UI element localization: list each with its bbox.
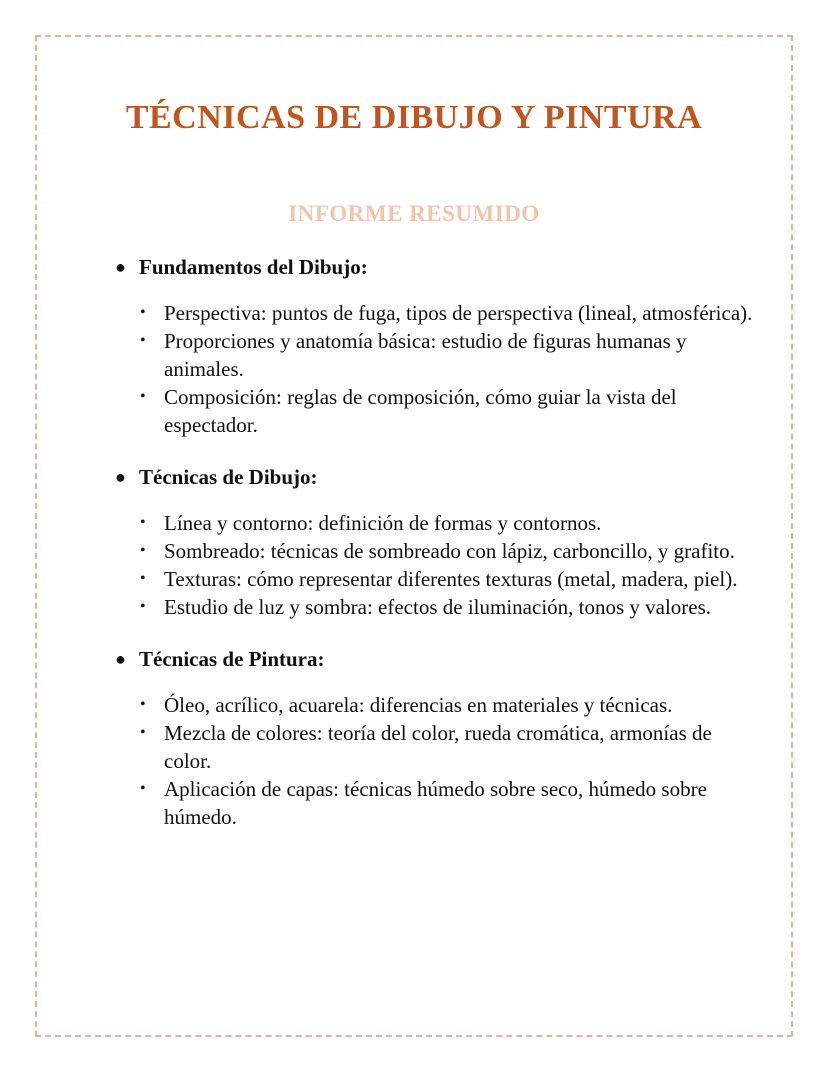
small-bullet-icon: • bbox=[140, 388, 146, 405]
list-item bbox=[140, 775, 755, 831]
section-heading-row bbox=[115, 644, 755, 674]
item-list bbox=[115, 509, 755, 621]
list-item-text: Texturas: cómo representar diferentes texturas (metal, madera, piel). bbox=[164, 567, 738, 591]
small-bullet-icon: • bbox=[140, 598, 146, 615]
list-item bbox=[140, 691, 755, 719]
list-item-text: Composición: reglas de composición, cómo guiar la vista del espectador. bbox=[164, 385, 677, 437]
section-tecnicas-dibujo bbox=[115, 462, 755, 621]
small-bullet-icon: • bbox=[140, 304, 146, 321]
small-bullet-icon: • bbox=[140, 570, 146, 587]
section-heading: Fundamentos del Dibujo: bbox=[139, 255, 368, 279]
list-item-text: Aplicación de capas: técnicas húmedo sobre seco, húmedo sobre húmedo. bbox=[164, 777, 707, 829]
list-item-text: Estudio de luz y sombra: efectos de iluminación, tonos y valores. bbox=[164, 595, 712, 619]
item-list bbox=[115, 691, 755, 831]
list-item bbox=[140, 719, 755, 775]
bullet-icon: ● bbox=[115, 467, 126, 487]
bullet-icon: ● bbox=[115, 257, 126, 277]
report-content bbox=[115, 252, 755, 831]
list-item bbox=[140, 383, 755, 439]
small-bullet-icon: • bbox=[140, 696, 146, 713]
list-item-text: Línea y contorno: definición de formas y contornos. bbox=[164, 511, 602, 535]
list-item bbox=[140, 299, 755, 327]
page-subtitle: INFORME RESUMIDO bbox=[288, 201, 540, 226]
list-item-text: Sombreado: técnicas de sombreado con lápiz, carboncillo, y grafito. bbox=[164, 539, 735, 563]
section-heading-row bbox=[115, 252, 755, 282]
section-heading-row bbox=[115, 462, 755, 492]
small-bullet-icon: • bbox=[140, 514, 146, 531]
list-item bbox=[140, 327, 755, 383]
list-item-text: Perspectiva: puntos de fuga, tipos de perspectiva (lineal, atmosférica). bbox=[164, 301, 753, 325]
small-bullet-icon: • bbox=[140, 332, 146, 349]
list-item bbox=[140, 509, 755, 537]
section-heading: Técnicas de Pintura: bbox=[139, 647, 325, 671]
section-fundamentos bbox=[115, 252, 755, 439]
page-title: TÉCNICAS DE DIBUJO Y PINTURA bbox=[125, 99, 703, 136]
section-tecnicas-pintura bbox=[115, 644, 755, 831]
list-item-text: Mezcla de colores: teoría del color, rueda cromática, armonías de color. bbox=[164, 721, 712, 773]
small-bullet-icon: • bbox=[140, 724, 146, 741]
list-item-text: Proporciones y anatomía básica: estudio de figuras humanas y animales. bbox=[164, 329, 687, 381]
list-item-text: Óleo, acrílico, acuarela: diferencias en materiales y técnicas. bbox=[164, 693, 673, 717]
item-list bbox=[115, 299, 755, 439]
list-item bbox=[140, 537, 755, 565]
list-item bbox=[140, 565, 755, 593]
list-item bbox=[140, 593, 755, 621]
section-heading: Técnicas de Dibujo: bbox=[139, 465, 318, 489]
small-bullet-icon: • bbox=[140, 780, 146, 797]
small-bullet-icon: • bbox=[140, 542, 146, 559]
bullet-icon: ● bbox=[115, 649, 126, 669]
